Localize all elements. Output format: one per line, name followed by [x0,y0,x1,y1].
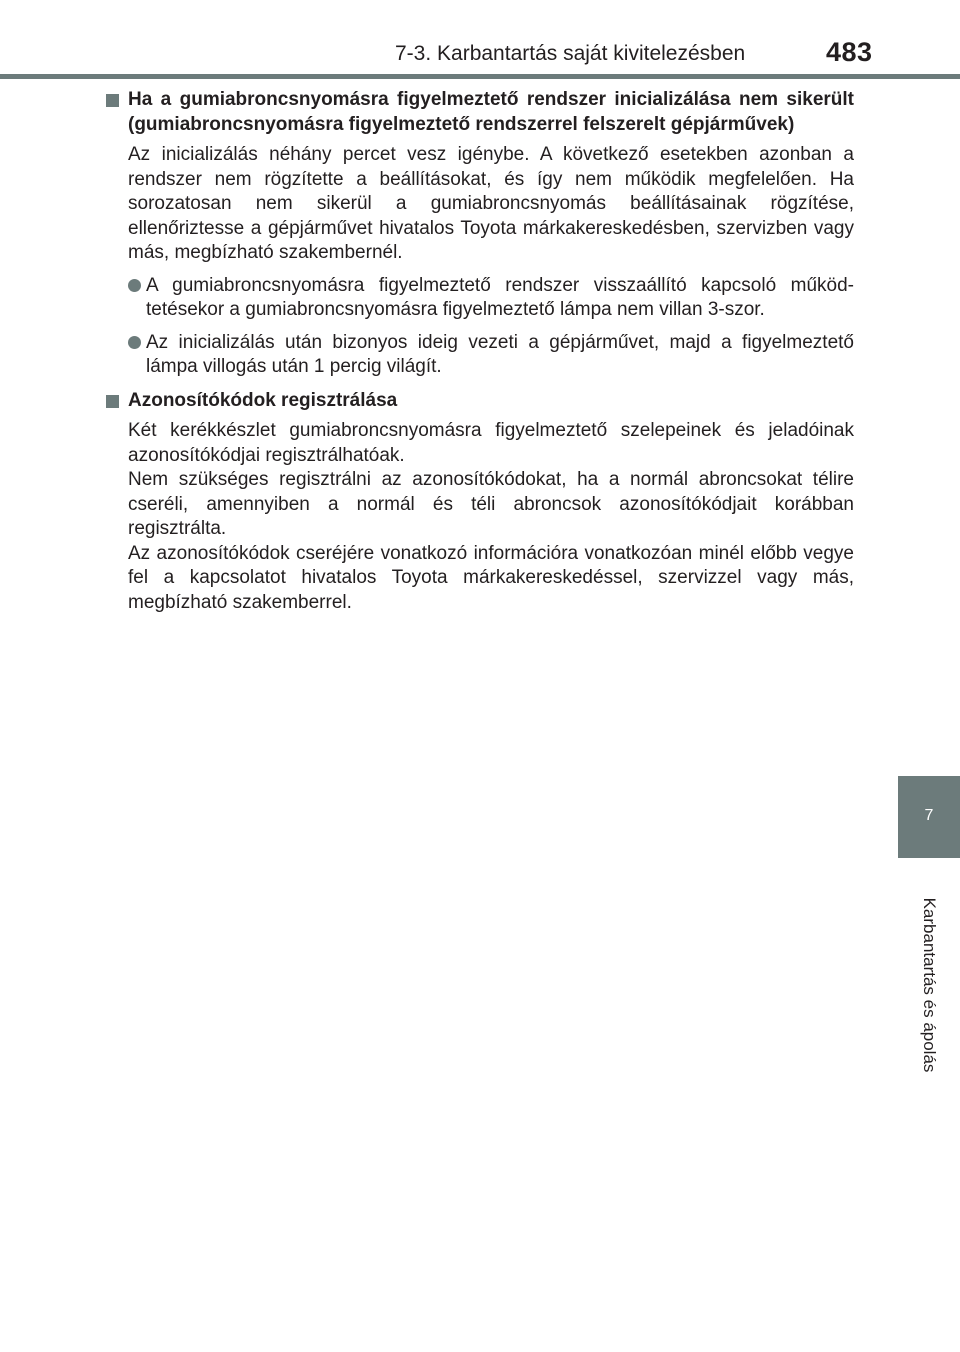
paragraph: Két kerékkészlet gumiabroncsnyomásra figyelmeztető szelepeinek és jeladóinak azonosítókódjai regisztrálhatóak. [128,420,854,466]
main-content [106,88,854,615]
chapter-label-text: Karbantartás és ápolás [920,897,939,1073]
list-item [128,331,854,380]
paragraph: Nem szükséges regisztrálni az azonosítókódokat, ha a normál abroncsokat télire cseréli, amennyiben a normál és téli abroncsok azonosítókódjait korábban regisztrálta. [128,469,854,539]
chapter-number: 7 [924,807,934,824]
paragraph: Az azonosítókódok cseréjére vonatkozó információra vonatkozóan minél előbb vegye fel a kapcsolatot hivatalos Toyota márkakereskedéssel, szervizzel vagy más, megbízható szakemberrel. [128,542,854,613]
list-item [128,274,854,323]
square-bullet-icon [106,395,119,408]
header-rule [0,74,960,79]
section-heading-text: Ha a gumiabroncsnyomásra figyelmeztető rendszer inicializálása nem sikerült (gumiabroncsnyomásra figyelmeztető rendszerrel felszerelt gépjárművek) [128,89,854,135]
list-item-text: Az inicializálás után bizonyos ideig vezeti a gépjárművet, majd a figyelmeztető lámpa villogás után 1 percig világít. [146,331,854,377]
header-section-title: 7-3. Karbantartás saját kivitelezésben [395,42,746,65]
chapter-tab [898,776,960,858]
paragraph: Az inicializálás néhány percet vesz igénybe. A következő esetekben azonban a rendszer nem rögzítette a beállításokat, és így nem működik megfelelően. Ha sorozatosan nem sikerül a gumiabroncsnyomás beállításainak rögzítése, ellenőriztesse a gépjárművet hivatalos Toyota márkakereskedésben, szervizben vagy más, megbízható szakembernél. [128,144,854,263]
list-item-text: A gumiabroncsnyomásra figyelmeztető rendszer visszaállító kapcsoló működtetésekor a gumiabroncsnyomásra figyelmeztető lámpa nem villan 3-szor. [146,274,854,320]
square-bullet-icon [106,94,119,107]
circle-bullet-icon [128,279,141,292]
circle-bullet-icon [128,336,141,349]
section-heading-text: Azonosítókódok regisztrálása [128,389,398,411]
section-heading-id-registration [106,389,854,414]
section-heading-initialization-failed [106,88,854,137]
page-number: 483 [826,37,873,67]
